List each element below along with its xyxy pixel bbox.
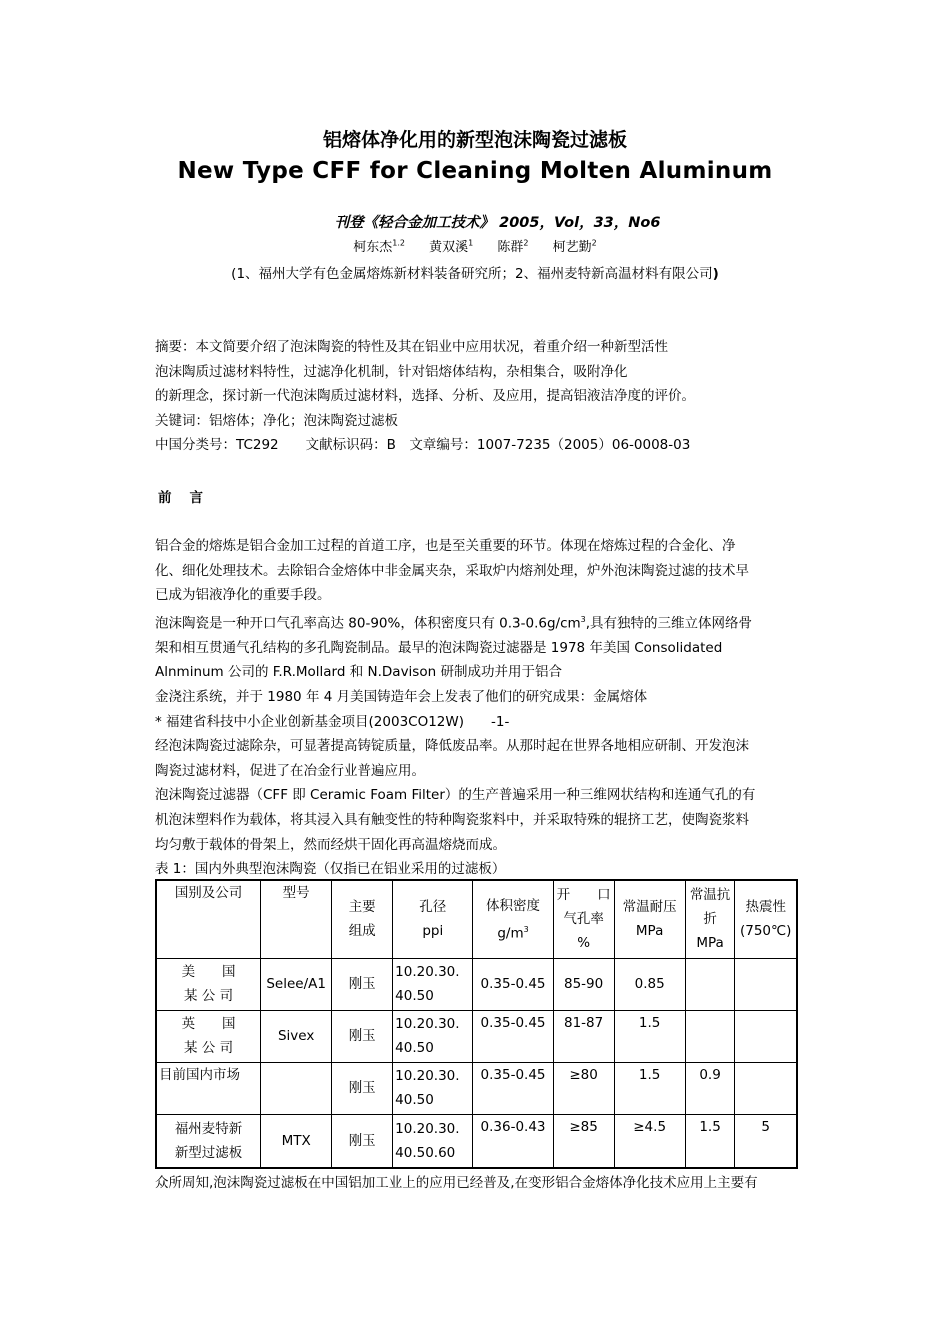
paragraph-line: 泡沫陶瓷过滤器（CFF 即 Ceramic Foam Filter）的生产普遍采用一种三维网状结构和连通气孔的有: [155, 787, 756, 804]
cell-open-porosity: 81-87: [553, 1010, 614, 1062]
table-row: [156, 1114, 797, 1168]
paragraph-line: Alnminum 公司的 F.R.Mollard 和 N.Davison 研制成功并用于铝合: [155, 664, 562, 681]
table-row: [156, 1010, 797, 1062]
paragraph-line: 化、细化处理技术。去除铝合金熔体中非金属夹杂，采取炉内熔剂处理，炉外泡沫陶瓷过滤的技术早: [155, 562, 749, 579]
cell-thermal-shock: [735, 1010, 797, 1062]
header-pore-size: 孔径 ppi: [393, 880, 473, 958]
author: 柯艺勤$^2$: [552, 238, 597, 255]
cell-composition: 刚玉: [332, 958, 393, 1010]
cell-model: Selee/A1: [261, 958, 332, 1010]
affiliation: (1、福州大学有色金属熔炼新材料装备研究所；2、福州麦特新高温材料有限公司): [231, 266, 719, 282]
cell-country: 福州麦特新 新型过滤板: [156, 1114, 261, 1168]
cell-model: MTX: [261, 1114, 332, 1168]
header-composition: 主要 组成: [332, 880, 393, 958]
cell-density: 0.35-0.45: [473, 958, 553, 1010]
cell-pore-size: 10.20.30. 40.50: [393, 958, 473, 1010]
cell-compressive-strength: 0.85: [614, 958, 685, 1010]
cell-compressive-strength: 1.5: [614, 1062, 685, 1114]
filter-comparison-table: [155, 879, 798, 1169]
cell-compressive-strength: ≥4.5: [614, 1114, 685, 1168]
paragraph-line: 机泡沫塑料作为载体，将其浸入具有触变性的特种陶瓷浆料中，并采取特殊的辊挤工艺，使陶瓷浆料: [155, 812, 749, 829]
cell-composition: 刚玉: [332, 1062, 393, 1114]
table-caption: 表 1：国内外典型泡沫陶瓷（仅指已在铝业采用的过滤板）: [155, 861, 506, 878]
header-flexural-strength: 常温抗 折 MPa: [685, 880, 735, 958]
paragraph-line: 铝合金的熔炼是铝合金加工过程的首道工序，也是至关重要的环节。体现在熔炼过程的合金化、净: [155, 538, 736, 554]
header-open-porosity: 开 口 气孔率 %: [553, 880, 614, 958]
keywords-line: 关键词：铝熔体；净化；泡沫陶瓷过滤板: [155, 412, 398, 429]
cell-density: 0.35-0.45: [473, 1010, 553, 1062]
author: 黄双溪$^1$: [429, 238, 474, 255]
cell-open-porosity: 85-90: [553, 958, 614, 1010]
header-thermal-shock: 热震性 (750℃): [735, 880, 797, 958]
abstract-block: [155, 335, 805, 458]
journal-citation: 刊登《轻合金加工技术》 2005，Vol，33，No6: [334, 215, 661, 231]
cell-open-porosity: ≥85: [553, 1114, 614, 1168]
cell-density: 0.35-0.45: [473, 1062, 553, 1114]
cell-pore-size: 10.20.30. 40.50.60: [393, 1114, 473, 1168]
cell-flexural-strength: 1.5: [685, 1114, 735, 1168]
body-text: [155, 534, 805, 882]
paragraph-line: 架和相互贯通气孔结构的多孔陶瓷制品。最早的泡沫陶瓷过滤器是 1978 年美国 Consolidated: [155, 639, 723, 656]
cell-pore-size: 10.20.30. 40.50: [393, 1062, 473, 1114]
paragraph-line: 金浇注系统，并于 1980 年 4 月美国铸造年会上发表了他们的研究成果：金属熔体: [155, 689, 648, 706]
cell-compressive-strength: 1.5: [614, 1010, 685, 1062]
paragraph-line: 泡沫陶瓷是一种开口气孔率高达 80-90%，体积密度只有 $0.3-0.6g/cm^3$,具有独特的三维立体网络骨: [155, 614, 753, 632]
cell-thermal-shock: [735, 1062, 797, 1114]
cell-composition: 刚玉: [332, 1010, 393, 1062]
abstract-line: 泡沫陶质过滤材料特性，过滤净化机制，针对铝熔体结构，杂相集合，吸附净化: [155, 363, 628, 380]
cell-country: 英 国 某 公 司: [156, 1010, 261, 1062]
header-bulk-density: 体积密度 $g/m^3$: [473, 880, 553, 958]
title-english: New Type CFF for Cleaning Molten Aluminum: [177, 158, 773, 184]
cell-flexural-strength: [685, 1010, 735, 1062]
cell-model: [261, 1062, 332, 1114]
cell-thermal-shock: [735, 958, 797, 1010]
cell-density: 0.36-0.43: [473, 1114, 553, 1168]
cell-flexural-strength: [685, 958, 735, 1010]
author: 柯东杰$^{1.2}$: [353, 238, 405, 255]
table-row: [156, 958, 797, 1010]
paragraph-line: 已成为铝液净化的重要手段。: [155, 587, 331, 604]
cell-pore-size: 10.20.30. 40.50: [393, 1010, 473, 1062]
cell-open-porosity: ≥80: [553, 1062, 614, 1114]
closing-line: 众所周知,泡沫陶瓷过滤板在中国铝加工业上的应用已经普及,在变形铝合金熔体净化技术应用上主要有: [155, 1175, 758, 1191]
cell-country: 目前国内市场: [156, 1062, 261, 1114]
abstract-line: 的新理念，探讨新一代泡沫陶质过滤材料，选择、分析、及应用，提高铝液洁净度的评价。: [155, 388, 695, 405]
classification-line: 中国分类号：TC292 文献标识码：B 文章编号：1007-7235（2005）06-0008-03: [155, 437, 691, 454]
footnote-line: * 福建省科技中小企业创新基金项目(2003CO12W) -1-: [155, 713, 510, 730]
header-country: 国别及公司: [156, 880, 261, 958]
paragraph-line: 陶瓷过滤材料，促进了在冶金行业普遍应用。: [155, 762, 425, 779]
table-header-row: [156, 880, 797, 958]
cell-flexural-strength: 0.9: [685, 1062, 735, 1114]
table-row: [156, 1062, 797, 1114]
header-compressive-strength: 常温耐压 MPa: [614, 880, 685, 958]
author: 陈群$^2$: [497, 238, 529, 255]
paragraph-line: 经泡沫陶瓷过滤除杂，可显著提高铸锭质量，降低废品率。从那时起在世界各地相应研制、开发泡沫: [155, 738, 749, 755]
cell-country: 美 国 某 公 司: [156, 958, 261, 1010]
header-model: 型号: [261, 880, 332, 958]
cell-model: Sivex: [261, 1010, 332, 1062]
abstract-line: 摘要：本文简要介绍了泡沫陶瓷的特性及其在铝业中应用状况，着重介绍一种新型活性: [155, 339, 668, 355]
preface-heading: 前言: [158, 490, 221, 506]
title-chinese: 铝熔体净化用的新型泡沫陶瓷过滤板: [322, 129, 627, 151]
cell-thermal-shock: 5: [735, 1114, 797, 1168]
cell-composition: 刚玉: [332, 1114, 393, 1168]
author-list: [0, 236, 950, 255]
paragraph-line: 均匀敷于载体的骨架上，然而经烘干固化再高温熔烧而成。: [155, 836, 506, 853]
